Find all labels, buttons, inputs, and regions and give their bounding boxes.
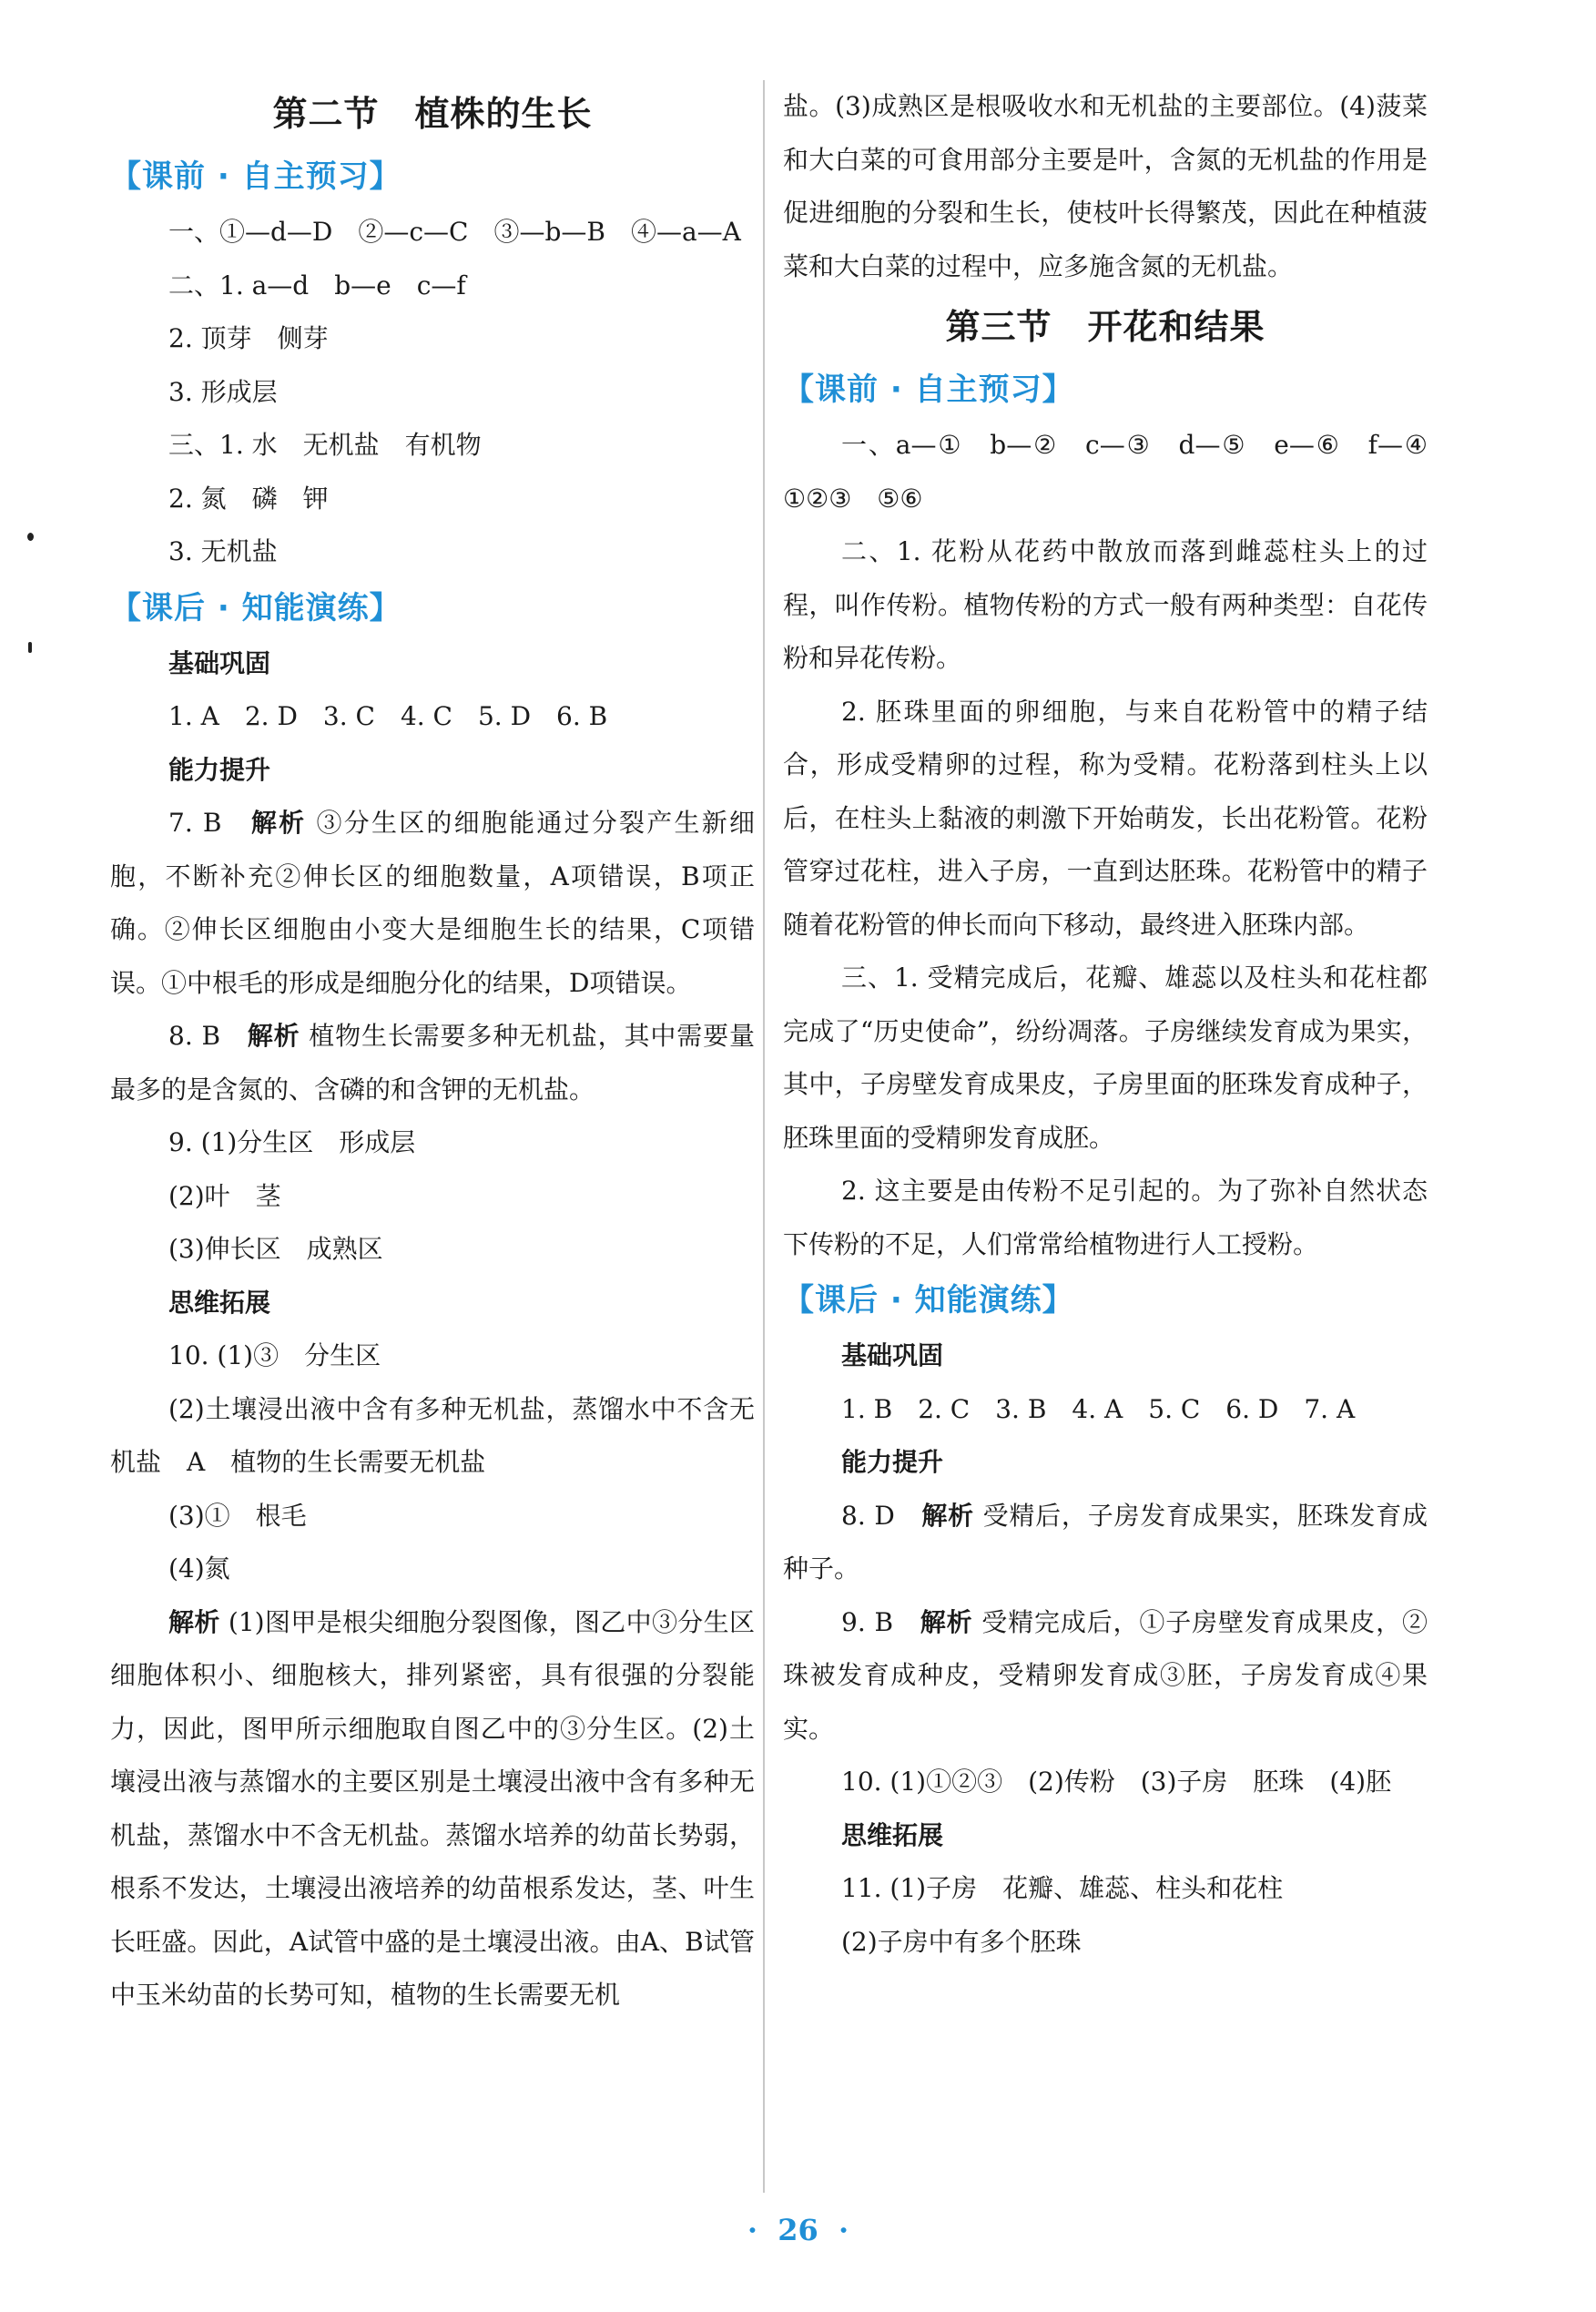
subheading-ability: 能力提升 bbox=[841, 1447, 944, 1477]
answer-10-2: (2)土壤浸出液中含有多种无机盐，蒸馏水中不含无机盐 A 植物的生长需要无机盐 bbox=[110, 1393, 755, 1477]
answer-2-1: 二、1. a—d b—e c—f bbox=[168, 270, 466, 300]
answer-7-head: 7. B bbox=[168, 808, 251, 838]
answer-8-body: 植物生长需要多种无机盐，其中需要量最多的是含氮的、含磷的和含钾的无机盐。 bbox=[110, 1021, 755, 1105]
left-column bbox=[110, 80, 755, 2022]
heading-practice: 【课后 · 知能演练】 bbox=[783, 1282, 1074, 1319]
margin-speck bbox=[27, 533, 34, 541]
continued-text: 盐。(3)成熟区是根吸收水和无机盐的主要部位。(4)菠菜和大白菜的可食用部分主要是叶，含氮的无机盐的作用是促进细胞的分裂和生长，使枝叶长得繁茂，因此在种植菠菜和大白菜的过程中，应多施含氮的无机盐。 bbox=[783, 91, 1428, 281]
answer-11-1: 11. (1)子房 花瓣、雄蕊、柱头和花柱 bbox=[841, 1873, 1284, 1903]
answer-8-head: 8. D bbox=[841, 1500, 922, 1531]
answer-1: 一、a—① b—② c—③ d—⑤ e—⑥ f—④ ①②③ ⑤⑥ bbox=[783, 430, 1454, 514]
subheading-basic: 基础巩固 bbox=[841, 1340, 944, 1370]
answer-10-1: 10. (1)③ 分生区 bbox=[168, 1340, 381, 1370]
answer-3-2: 2. 氮 磷 钾 bbox=[168, 483, 329, 514]
answer-10-3: (3)① 根毛 bbox=[168, 1500, 307, 1531]
heading-preview: 【课前 · 自主预习】 bbox=[783, 372, 1074, 408]
answer-11-2: (2)子房中有多个胚珠 bbox=[841, 1926, 1082, 1957]
answer-10-analysis-body: (1)图甲是根尖细胞分裂图像，图乙中③分生区细胞体积小、细胞核大，排列紧密，具有很强的分裂能力，因此，图甲所示细胞取自图乙中的③分生区。(2)土壤浸出液与蒸馏水的主要区别是土壤浸出液中含有多种无机盐，蒸馏水中不含无机盐。蒸馏水培养的幼苗长势弱，根系不发达，土壤浸出液培养的幼苗根系发达，茎、叶生长旺盛。因此，A试管中盛的是土壤浸出液。由A、B试管中玉米幼苗的长势可知，植物的生长需要无机 bbox=[110, 1606, 755, 2010]
answer-2-2: 2. 胚珠里面的卵细胞，与来自花粉管中的精子结合，形成受精卵的过程，称为受精。花粉落到柱头上以后，在柱头上黏液的刺激下开始萌发，长出花粉管。花粉管穿过花柱，进入子房，一直到达胚珠。花粉管中的精子随着花粉管的伸长而向下移动，最终进入胚珠内部。 bbox=[783, 696, 1428, 940]
section-title: 第三节 开花和结果 bbox=[945, 307, 1266, 347]
margin-speck bbox=[28, 642, 32, 653]
analysis-label: 解析 bbox=[168, 1606, 220, 1637]
basic-answers: 1. B 2. C 3. B 4. A 5. C 6. D 7. A bbox=[841, 1393, 1356, 1424]
answer-8 bbox=[783, 1490, 1428, 1596]
answer-9-head: 9. B bbox=[841, 1606, 920, 1637]
answer-10-4: (4)氮 bbox=[168, 1553, 230, 1584]
answer-1: 一、①—d—D ②—c—C ③—b—B ④—a—A bbox=[168, 217, 741, 247]
answer-3-3: 3. 无机盐 bbox=[168, 536, 278, 566]
heading-preview: 【课前 · 自主预习】 bbox=[110, 158, 402, 195]
subheading-basic: 基础巩固 bbox=[168, 647, 271, 678]
answer-2-1: 二、1. 花粉从花药中散放而落到雌蕊柱头上的过程，叫作传粉。植物传粉的方式一般有两种类型：自花传粉和异花传粉。 bbox=[783, 536, 1428, 673]
subheading-think: 思维拓展 bbox=[841, 1819, 944, 1850]
basic-answers: 1. A 2. D 3. C 4. C 5. D 6. B bbox=[168, 701, 608, 731]
page-number-value: 26 bbox=[778, 2213, 818, 2247]
answer-8-head: 8. B bbox=[168, 1021, 248, 1051]
page-number: · 26 · bbox=[747, 2213, 849, 2247]
answer-7 bbox=[110, 797, 755, 1010]
answer-10-analysis bbox=[110, 1596, 755, 2022]
answer-9-3: (3)伸长区 成熟区 bbox=[168, 1234, 383, 1264]
answer-2-2: 2. 顶芽 侧芽 bbox=[168, 323, 329, 353]
answer-9-1: 9. (1)分生区 形成层 bbox=[168, 1127, 416, 1157]
answer-8-body: 受精后，子房发育成果实，胚珠发育成种子。 bbox=[783, 1500, 1428, 1584]
answer-3-1: 三、1. 受精完成后，花瓣、雄蕊以及柱头和花柱都完成了“历史使命”，纷纷凋落。子房继续发育成为果实，其中，子房壁发育成果皮，子房里面的胚珠发育成种子，胚珠里面的受精卵发育成胚。 bbox=[783, 962, 1428, 1153]
heading-practice: 【课后 · 知能演练】 bbox=[110, 589, 402, 626]
analysis-label: 解析 bbox=[250, 808, 307, 838]
answer-9 bbox=[783, 1596, 1428, 1757]
subheading-think: 思维拓展 bbox=[168, 1287, 271, 1318]
answer-3-1: 三、1. 水 无机盐 有机物 bbox=[168, 430, 482, 460]
answer-9-2: (2)叶 茎 bbox=[168, 1180, 281, 1211]
answer-7-body: ③分生区的细胞能通过分裂产生新细胞，不断补充②伸长区的细胞数量，A项错误，B项正确。②伸长区细胞由小变大是细胞生长的结果，C项错误。①中根毛的形成是细胞分化的结果，D项错误。 bbox=[110, 808, 755, 998]
analysis-label: 解析 bbox=[920, 1606, 973, 1637]
analysis-label: 解析 bbox=[921, 1500, 974, 1531]
section-title: 第二节 植株的生长 bbox=[272, 94, 593, 134]
analysis-label: 解析 bbox=[247, 1021, 300, 1051]
answer-9-body: 受精完成后，①子房壁发育成果皮，②珠被发育成种皮，受精卵发育成③胚，子房发育成④果实。 bbox=[783, 1606, 1428, 1744]
right-column bbox=[783, 80, 1454, 1969]
answer-10: 10. (1)①②③ (2)传粉 (3)子房 胚珠 (4)胚 bbox=[841, 1767, 1392, 1797]
subheading-ability: 能力提升 bbox=[168, 754, 271, 785]
answer-3-2: 2. 这主要是由传粉不足引起的。为了弥补自然状态下传粉的不足，人们常常给植物进行人工授粉。 bbox=[783, 1176, 1428, 1259]
answer-8 bbox=[110, 1010, 755, 1116]
column-divider bbox=[763, 80, 765, 2193]
answer-2-3: 3. 形成层 bbox=[168, 376, 278, 407]
